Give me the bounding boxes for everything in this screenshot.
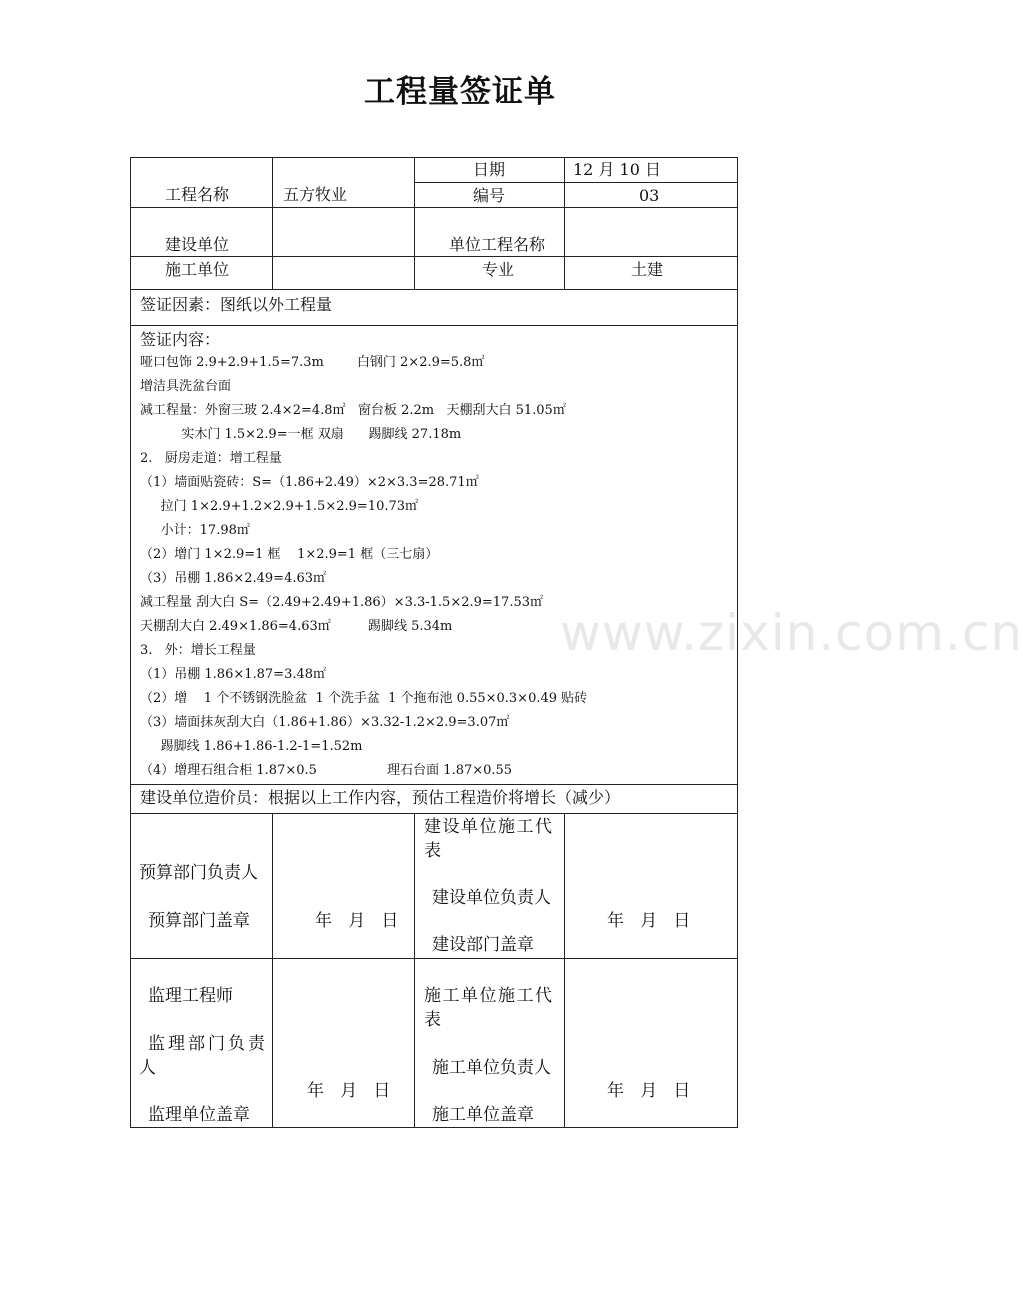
content-line: （3）墙面抹灰刮大白（1.86+1.86）×3.32-1.2×2.9=3.07㎡ [140, 715, 510, 730]
content-line: 天棚刮大白 2.49×1.86=4.63㎡ 踢脚线 5.34m [140, 619, 453, 634]
sign2-date-right: 年 月 日 [607, 1081, 691, 1101]
content-line: 拉门 1×2.9+1.2×2.9+1.5×2.9=10.73㎡ [140, 499, 419, 514]
contractor-label-cell [130, 256, 273, 290]
content-line: （1）墙面贴瓷砖：S=（1.86+2.49）×2×3.3=28.71㎡ [140, 475, 479, 490]
content-title: 签证内容： [140, 330, 221, 349]
project-name-value: 五方牧业 [283, 185, 348, 204]
sign2-right-label-cell [414, 958, 565, 1128]
builder-label-cell [130, 207, 273, 257]
content-line: （2）增门 1×2.9=1 框 1×2.9=1 框（三七扇） [140, 547, 439, 562]
content-line: 哑口包饰 2.9+2.9+1.5=7.3m 白钢门 2×2.9=5.8㎡ [140, 355, 485, 370]
sign1-right-label-cell [414, 813, 565, 959]
content-line: 减工程量 刮大白 S=（2.49+2.49+1.86）×3.3-1.5×2.9=17.53㎡ [140, 595, 543, 610]
sign1-right-date-cell [564, 813, 738, 959]
content-line: 3. 外：增长工程量 [140, 643, 256, 658]
budget-seal-label: 预算部门盖章 [148, 911, 250, 931]
contractor-value-cell [272, 256, 415, 290]
content-line: 减工程量：外窗三玻 2.4×2=4.8㎡ 窗台板 2.2m 天棚刮大白 51.05㎡ [140, 403, 566, 418]
content-line: （4）增理石组合柜 1.87×0.5 理石台面 1.87×0.55 [140, 763, 513, 778]
estimate-text: 建设单位造价员：根据以上工作内容，预估工程造价将增长（减少） [140, 788, 621, 807]
builder-label: 建设单位 [165, 235, 230, 254]
reason-text: 签证因素：图纸以外工程量 [140, 295, 333, 314]
project-name-label-cell [130, 157, 273, 208]
unit-project-label: 单位工程名称 [449, 235, 546, 254]
content-line: （3）吊棚 1.86×2.49=4.63㎡ [140, 571, 327, 586]
unit-project-value-cell [564, 207, 738, 257]
project-name-value-cell [272, 157, 415, 208]
specialty-value: 土建 [631, 260, 664, 279]
content-line: （2）增 1 个不锈钢洗脸盆 1 个洗手盆 1 个拖布池 0.55×0.3×0.49 贴砖 [140, 691, 588, 706]
content-line: 2. 厨房走道：增工程量 [140, 451, 282, 466]
number-label: 编号 [473, 186, 506, 205]
builder-head-label: 建设单位负责人 [432, 888, 551, 908]
builder-rep-label: 建设单位施工代 [424, 817, 554, 837]
content-line: 小计：17.98㎡ [140, 523, 250, 538]
contractor-label: 施工单位 [165, 260, 230, 279]
document-title: 工程量签证单 [364, 74, 556, 110]
supervision-head-label: 监理部门负责 [148, 1034, 268, 1054]
date-label: 日期 [473, 160, 506, 179]
builder-value-cell [272, 207, 415, 257]
contractor-seal-label: 施工单位盖章 [432, 1105, 534, 1125]
builder-seal-label: 建设部门盖章 [432, 935, 534, 955]
sign1-left-date-cell [272, 813, 415, 959]
sign2-date-left: 年 月 日 [307, 1081, 391, 1101]
sign2-left-label-cell [130, 958, 273, 1128]
estimate-cell [130, 784, 738, 814]
date-value: 12 月 10 日 [573, 160, 661, 179]
builder-rep-label-cont: 表 [424, 841, 441, 861]
sign2-right-date-cell [564, 958, 738, 1128]
sign1-date-right: 年 月 日 [607, 911, 691, 931]
specialty-value-cell [564, 256, 738, 290]
date-value-cell [564, 157, 738, 183]
sign2-left-date-cell [272, 958, 415, 1128]
date-label-cell [414, 157, 565, 183]
specialty-label: 专业 [482, 260, 515, 279]
contractor-head-label: 施工单位负责人 [432, 1058, 551, 1078]
reason-cell [130, 289, 738, 326]
supervision-head-label-cont: 人 [139, 1058, 156, 1078]
project-name-label: 工程名称 [165, 185, 230, 204]
contractor-rep-label-cont: 表 [424, 1010, 441, 1030]
content-line: 实木门 1.5×2.9=一框 双扇 踢脚线 27.18m [140, 427, 462, 442]
contractor-rep-label: 施工单位施工代 [424, 986, 554, 1006]
number-value-cell [564, 182, 738, 208]
unit-project-label-cell [414, 207, 565, 257]
content-line: （1）吊棚 1.86×1.87=3.48㎡ [140, 667, 327, 682]
supervision-seal-label: 监理单位盖章 [148, 1105, 250, 1125]
sign1-left-label-cell [130, 813, 273, 959]
sign1-date-left: 年 月 日 [315, 911, 399, 931]
specialty-label-cell [414, 256, 565, 290]
budget-head-label: 预算部门负责人 [139, 863, 258, 883]
supervisor-label: 监理工程师 [148, 986, 233, 1006]
number-value: 03 [639, 186, 660, 205]
number-label-cell [414, 182, 565, 208]
content-line: 增洁具洗盆台面 [140, 379, 232, 394]
content-line: 踢脚线 1.86+1.86-1.2-1=1.52m [140, 739, 363, 754]
watermark: www.zixin.com.cn [560, 604, 1023, 662]
